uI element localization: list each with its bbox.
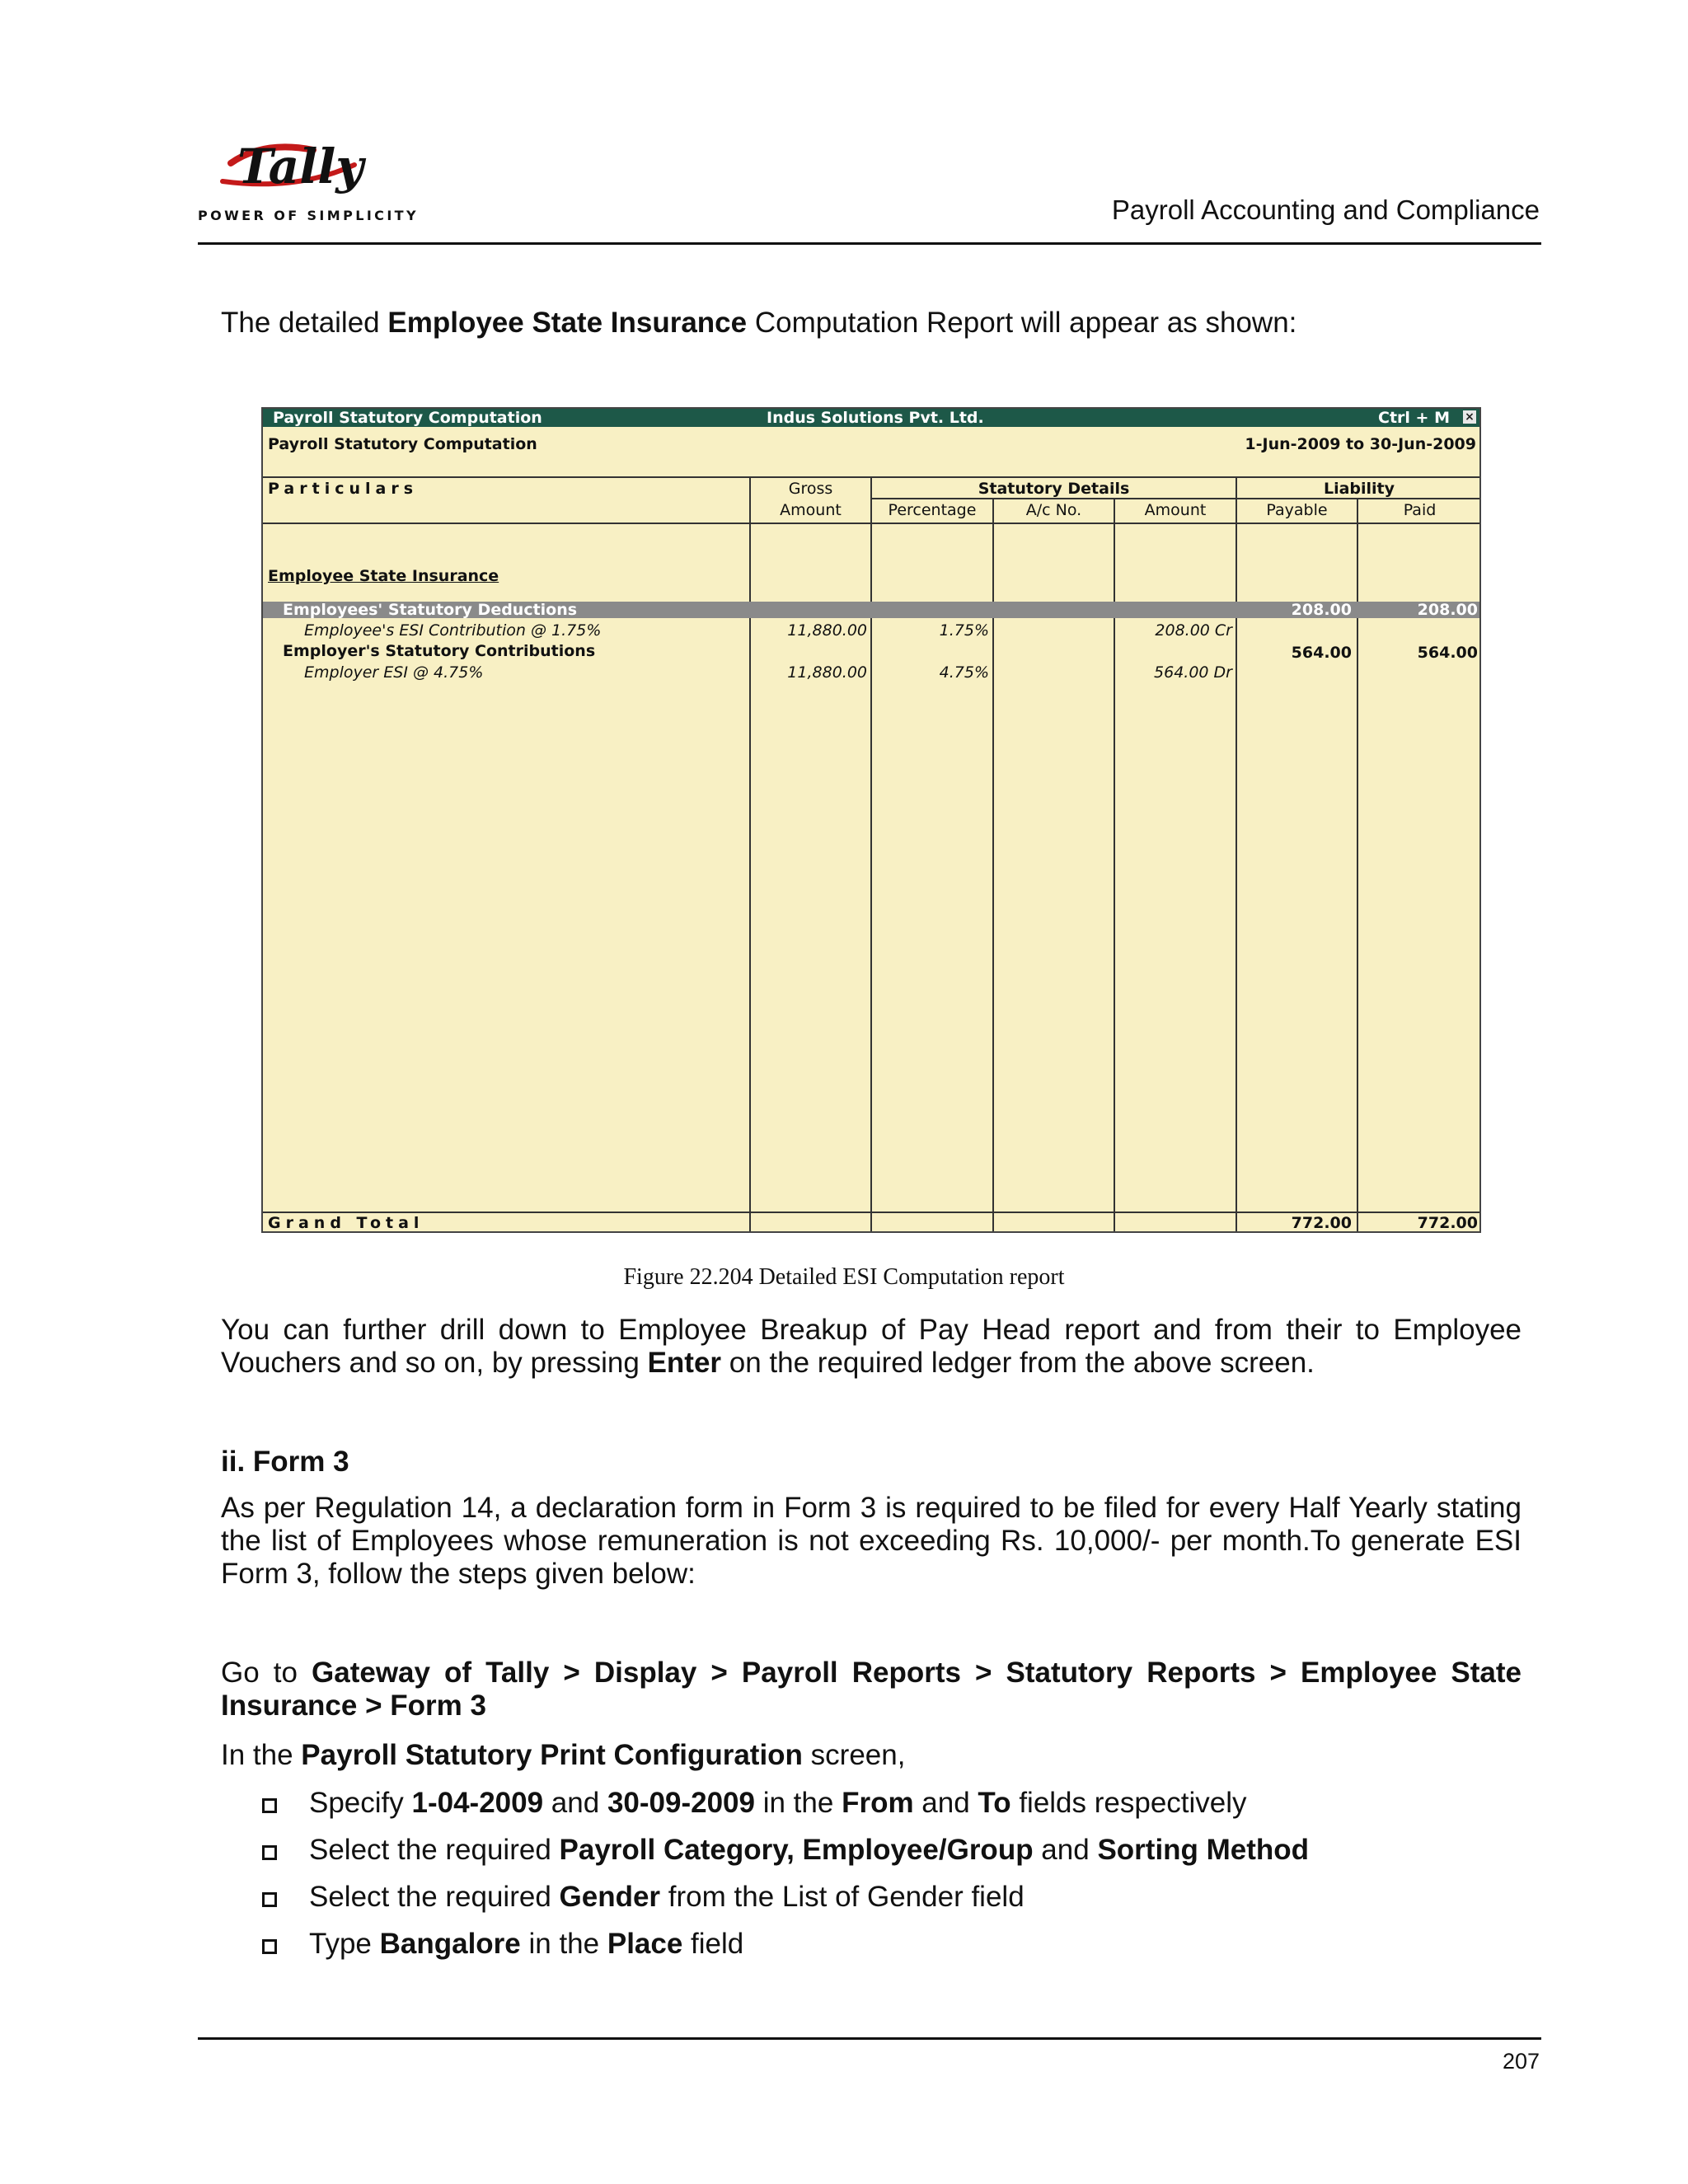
group1-paid: 208.00 [1417, 601, 1478, 619]
list-item: Type Bangalore in the Place field [256, 1928, 1309, 1975]
header-rule [198, 242, 1541, 245]
bullet-icon [262, 1845, 277, 1860]
form3-paragraph: As per Regulation 14, a declaration form in Form 3 is required to be filed for every Half Yearly stating the list of Employees whose remuneration is not exceeding Rs. 10,000/- per month.To generate ESI Form 3, follow the steps given below: [221, 1492, 1522, 1590]
gross-amount-header: Amount [780, 501, 842, 519]
intro-paragraph: The detailed Employee State Insurance Computation Report will appear as shown: [221, 307, 1297, 339]
svg-text:Tally: Tally [237, 138, 363, 194]
bullet-icon [262, 1798, 277, 1813]
list-item: Specify 1-04-2009 and 30-09-2009 in the From and To fields respectively [256, 1787, 1309, 1834]
window-titlebar [263, 409, 1479, 427]
statutory-details-header: Statutory Details [978, 480, 1130, 498]
esi-computation-screenshot [261, 407, 1481, 1233]
bullet-icon [262, 1892, 277, 1907]
group2-paid: 564.00 [1417, 644, 1478, 662]
group-employees-deductions[interactable]: Employees' Statutory Deductions [283, 601, 578, 619]
group2-payable: 564.00 [1291, 644, 1352, 662]
config-screen-line: In the Payroll Statutory Print Configuration screen, [221, 1739, 906, 1771]
navigation-path: Go to Gateway of Tally > Display > Payroll Reports > Statutory Reports > Employee State Insurance > Form 3 [221, 1657, 1522, 1722]
grand-total-paid: 772.00 [1417, 1214, 1478, 1232]
section-esi[interactable]: Employee State Insurance [268, 567, 499, 585]
ledger-employer-esi[interactable]: Employer ESI @ 4.75% [304, 663, 484, 682]
page-header-title: Payroll Accounting and Compliance [1111, 194, 1540, 225]
row2-percentage: 4.75% [939, 663, 989, 682]
list-item: Select the required Gender from the List of Gender field [256, 1881, 1309, 1928]
shortcut-label: Ctrl + M [1378, 409, 1450, 427]
row1-percentage: 1.75% [939, 621, 989, 640]
grand-total-label: Grand Total [268, 1214, 424, 1232]
header-mid-line [870, 498, 1479, 499]
col-divider [1236, 476, 1237, 1231]
amount-header: Amount [1144, 501, 1207, 519]
form3-heading: ii. Form 3 [221, 1446, 349, 1478]
drill-down-paragraph: You can further drill down to Employee Breakup of Pay Head report and from their to Employee Vouchers and so on, by pressing Enter on the required ledger from the above screen. [221, 1314, 1522, 1379]
row1-gross: 11,880.00 [787, 621, 867, 640]
paid-header: Paid [1403, 501, 1437, 519]
bullet-icon [262, 1939, 277, 1954]
payable-header: Payable [1266, 501, 1328, 519]
report-title: Payroll Statutory Computation [268, 435, 537, 453]
row2-amount: 564.00 Dr [1154, 663, 1232, 682]
figure-caption: Figure 22.204 Detailed ESI Computation report [623, 1264, 1065, 1290]
particulars-header: Particulars [268, 480, 419, 498]
close-icon[interactable]: × [1463, 410, 1476, 424]
col-divider [749, 476, 751, 1231]
steps-list [256, 1787, 1309, 1975]
gross-header: Gross [788, 480, 833, 498]
window-title: Payroll Statutory Computation [273, 409, 542, 427]
row2-gross: 11,880.00 [787, 663, 867, 682]
group-employer-contributions[interactable]: Employer's Statutory Contributions [283, 642, 596, 660]
footer-rule [198, 2037, 1541, 2040]
acno-header: A/c No. [1025, 501, 1082, 519]
col-divider [870, 476, 872, 1231]
ledger-employee-esi[interactable]: Employee's ESI Contribution @ 1.75% [304, 621, 602, 640]
percentage-header: Percentage [888, 501, 977, 519]
group1-payable: 208.00 [1291, 601, 1352, 619]
page-number: 207 [1502, 2049, 1540, 2074]
row1-amount: 208.00 Cr [1155, 621, 1232, 640]
company-name: Indus Solutions Pvt. Ltd. [767, 409, 984, 427]
logo-tagline: POWER OF SIMPLICITY [198, 208, 419, 223]
report-period: 1-Jun-2009 to 30-Jun-2009 [1245, 435, 1476, 453]
liability-header: Liability [1323, 480, 1395, 498]
grand-total-payable: 772.00 [1291, 1214, 1352, 1232]
list-item: Select the required Payroll Category, Employee/Group and Sorting Method [256, 1834, 1309, 1881]
